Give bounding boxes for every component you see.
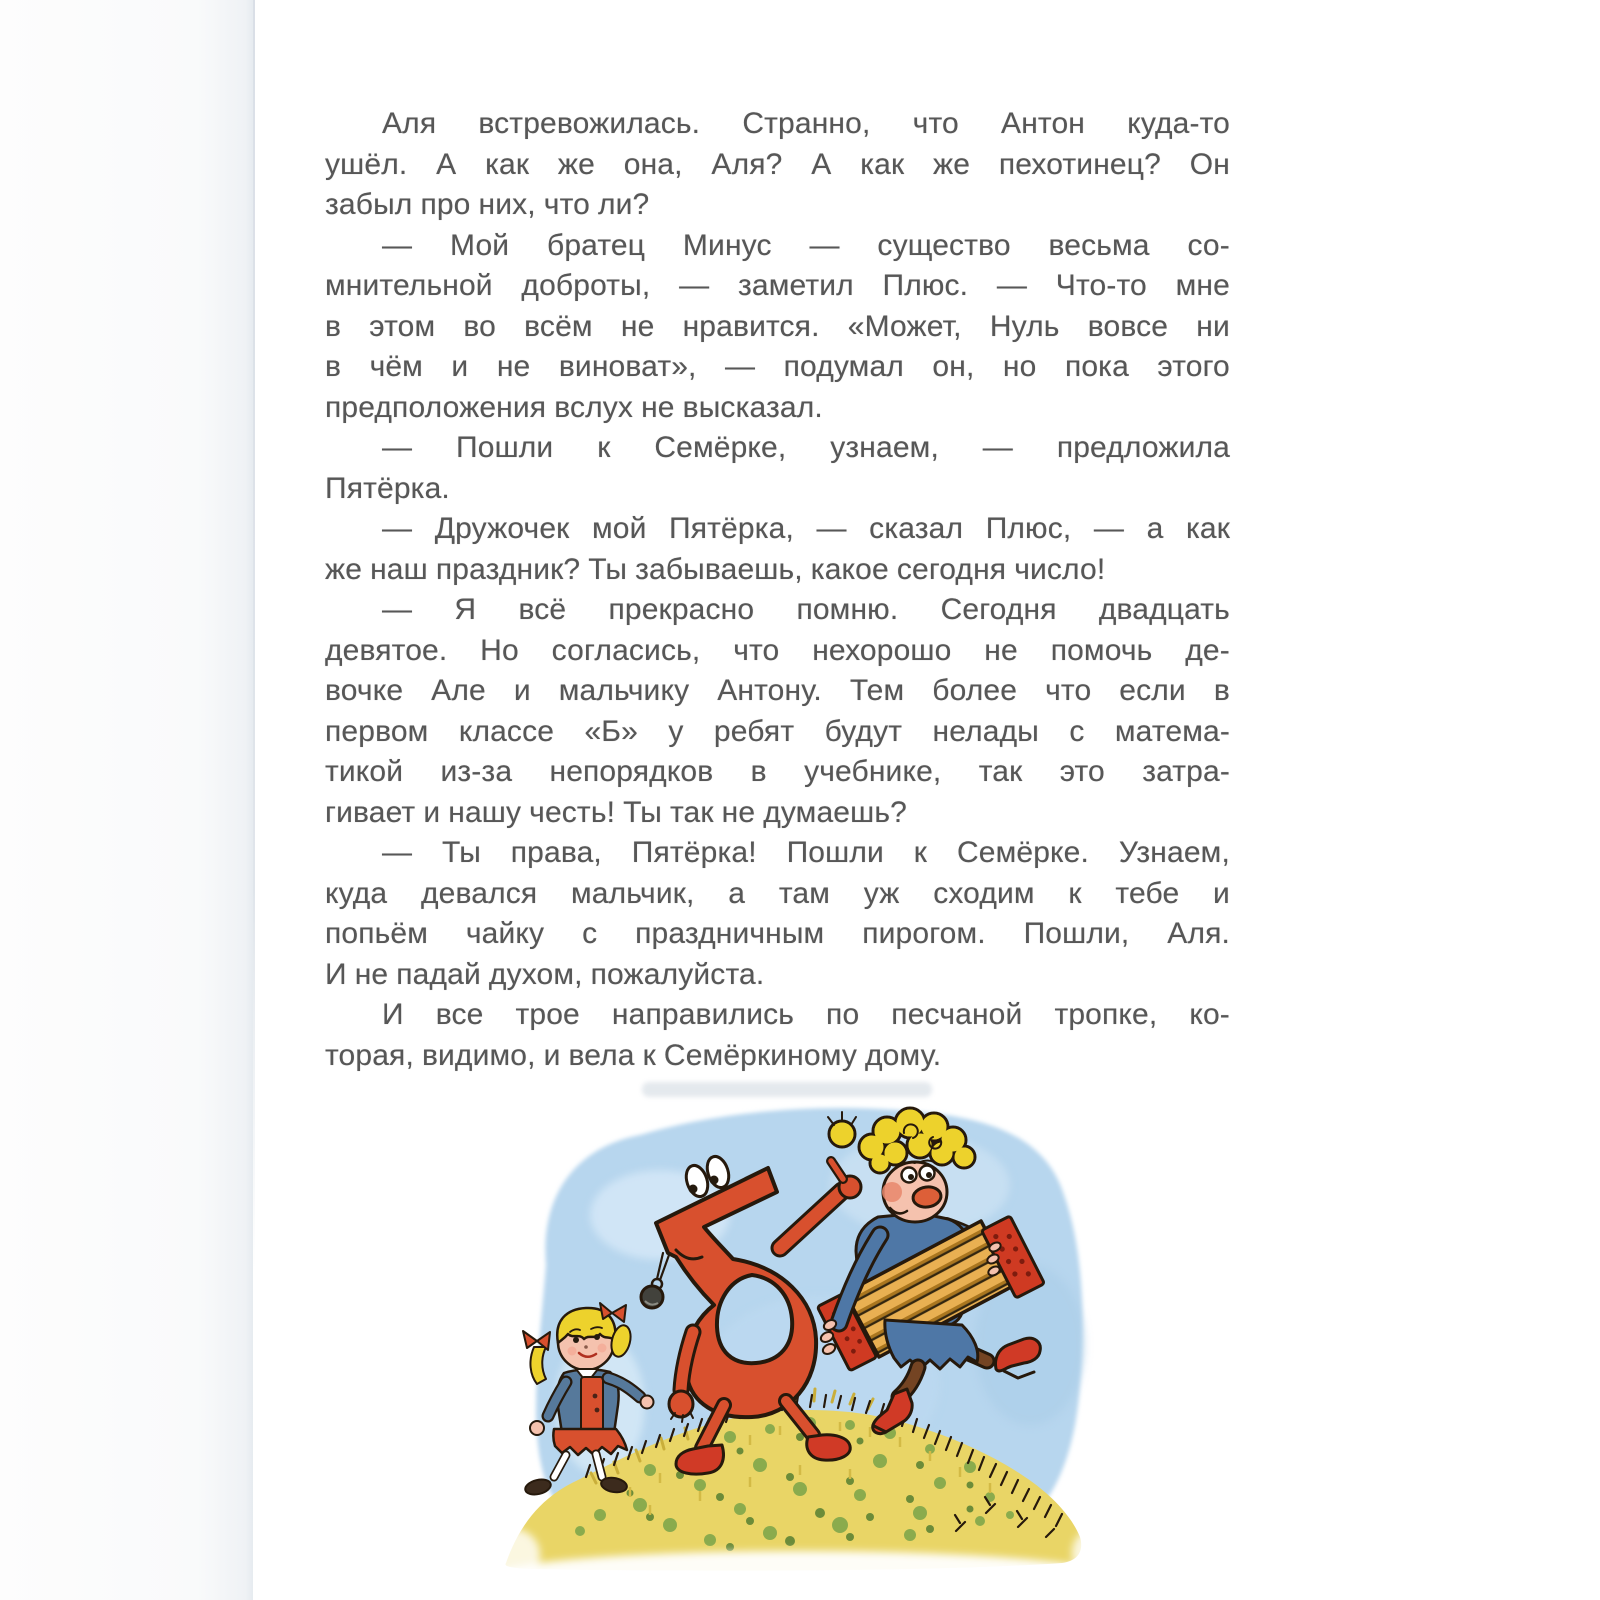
text-line: — Я всё прекрасно помню. Сегодня двадцать bbox=[382, 593, 1230, 626]
text-line: — Дружочек мой Пятёрка, — сказал Плюс, — а как bbox=[382, 512, 1230, 545]
boy-cheek-blush bbox=[882, 1182, 902, 1202]
paragraph bbox=[325, 995, 1230, 1076]
five-mitten bbox=[669, 1391, 693, 1417]
text-line: — Мой братец Минус — существо весьма со- bbox=[382, 228, 1230, 262]
paragraph bbox=[325, 104, 1230, 226]
story-illustration bbox=[490, 1085, 1130, 1575]
paragraph bbox=[325, 590, 1230, 833]
girl-left-hand bbox=[530, 1421, 544, 1435]
text-line: девятое. Но согласись, что нехорошо не помочь де- bbox=[325, 633, 1230, 667]
text-line: в чём и не виноват», — подумал он, но пока этого bbox=[325, 350, 1230, 383]
text-line: первом классе «Б» у ребят будут нелады с матема- bbox=[325, 714, 1230, 748]
text-line: ушёл. А как же она, Аля? А как же пехотинец? Он bbox=[325, 147, 1230, 181]
text-line: Аля встревожилась. Странно, что Антон куда-то bbox=[382, 107, 1230, 140]
five-back-boot bbox=[807, 1435, 850, 1460]
text-line: забыл про них, что ли? bbox=[325, 188, 650, 221]
text-line: торая, видимо, и вела к Семёркиному дому. bbox=[325, 1038, 942, 1072]
text-line: куда девался мальчик, а там уж сходим к тебе и bbox=[325, 876, 1230, 910]
paragraph bbox=[325, 428, 1230, 509]
text-line: И все трое направились по песчаной тропке, ко- bbox=[382, 998, 1230, 1031]
page-left-margin bbox=[0, 0, 253, 1600]
text-line: Пятёрка. bbox=[325, 471, 450, 505]
page-edge-shadow bbox=[253, 0, 255, 1270]
girl-dress-front bbox=[581, 1377, 603, 1431]
text-line: тикой из-за непорядков в учебнике, так это затра- bbox=[325, 755, 1230, 788]
text-line: в этом во всём не нравится. «Может, Нуль вовсе ни bbox=[325, 309, 1230, 343]
text-line: — Ты права, Пятёрка! Пошли к Семёрке. Узнаем, bbox=[382, 836, 1230, 869]
story-text bbox=[325, 104, 1230, 1076]
girl-right-hand bbox=[641, 1396, 654, 1409]
text-line: гивает и нашу честь! Ты так не думаешь? bbox=[325, 795, 907, 829]
text-line: И не падай духом, пожалуйста. bbox=[325, 957, 765, 991]
text-line: — Пошли к Семёрке, узнаем, — предложила bbox=[382, 431, 1230, 464]
illustration-drawing bbox=[490, 1085, 1130, 1575]
paragraph bbox=[325, 226, 1230, 429]
text-line: вочке Але и мальчику Антону. Тем более что если в bbox=[325, 674, 1230, 707]
paragraph bbox=[325, 509, 1230, 590]
text-line: мнительной доброты, — заметил Плюс. — Что-то мне bbox=[325, 269, 1230, 302]
text-line: попьём чайку с праздничным пирогом. Пошли, Аля. bbox=[325, 917, 1230, 950]
paragraph bbox=[325, 833, 1230, 995]
girl-left-shoe bbox=[524, 1477, 553, 1497]
boy-skirt bbox=[885, 1320, 978, 1369]
text-line: предположения вслух не высказал. bbox=[325, 390, 823, 424]
text-line: же наш праздник? Ты забываешь, какое сегодня число! bbox=[325, 552, 1106, 586]
